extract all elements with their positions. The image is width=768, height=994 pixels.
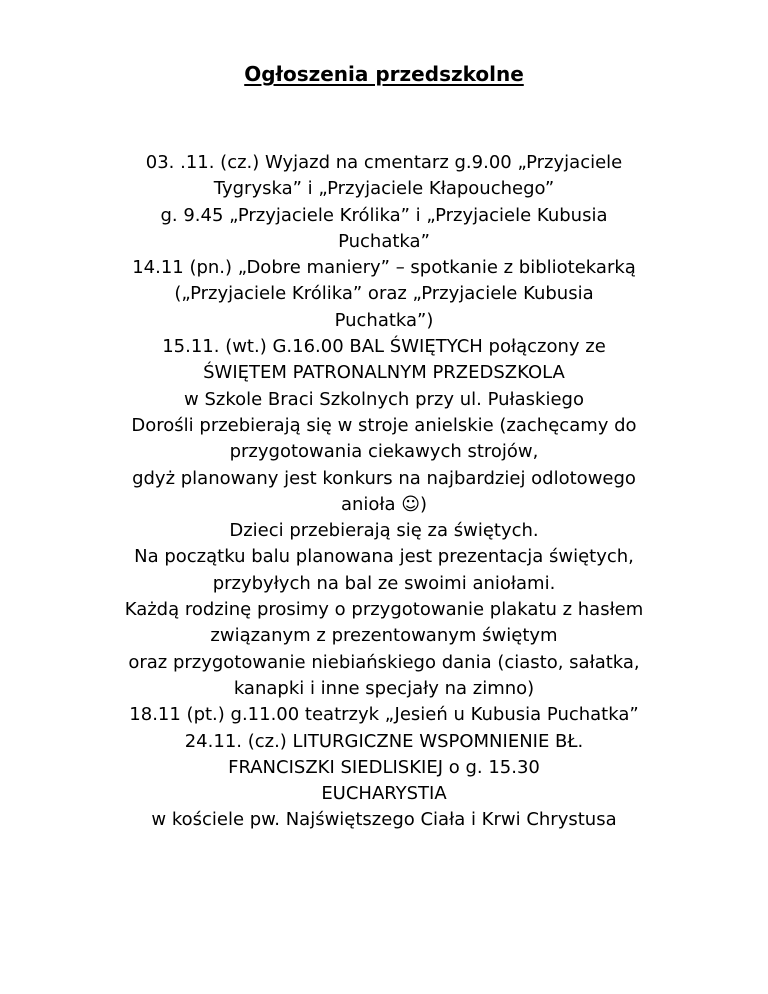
text-line: 18.11 (pt.) g.11.00 teatrzyk „Jesień u Kubusia Puchatka” bbox=[129, 704, 639, 726]
text-line: Tygryska” i „Przyjaciele Kłapouchego” bbox=[213, 178, 555, 200]
text-line: („Przyjaciele Królika” oraz „Przyjaciele Kubusia bbox=[174, 283, 594, 305]
text-line: Dorośli przebierają się w stroje anielskie (zachęcamy do bbox=[131, 414, 637, 436]
text-line: w Szkole Braci Szkolnych przy ul. Pułaskiego bbox=[184, 388, 584, 410]
text-line: przybyłych na bal ze swoimi aniołami. bbox=[212, 572, 556, 594]
text-line: kanapki i inne specjały na zimno) bbox=[233, 677, 535, 699]
text-line: 24.11. (cz.) LITURGICZNE WSPOMNIENIE BŁ. bbox=[184, 730, 584, 752]
text-line: Każdą rodzinę prosimy o przygotowanie plakatu z hasłem bbox=[124, 599, 644, 621]
text-line: 14.11 (pn.) „Dobre maniery” – spotkanie z bibliotekarką bbox=[132, 257, 636, 279]
text-line: EUCHARYSTIA bbox=[321, 783, 447, 805]
text-line: Puchatka” bbox=[338, 230, 430, 252]
text-line: przygotowania ciekawych strojów, bbox=[229, 441, 539, 463]
text-line: g. 9.45 „Przyjaciele Królika” i „Przyjaciele Kubusia bbox=[160, 204, 608, 226]
text-line: gdyż planowany jest konkurs na najbardziej odlotowego bbox=[132, 467, 636, 489]
text-line: Puchatka”) bbox=[334, 309, 434, 331]
page-title: Ogłoszenia przedszkolne bbox=[244, 62, 524, 86]
text-line: związanym z prezentowanym świętym bbox=[210, 625, 558, 647]
text-line: 03. .11. (cz.) Wyjazd na cmentarz g.9.00 „Przyjaciele bbox=[145, 152, 623, 173]
text-line: 15.11. (wt.) G.16.00 BAL ŚWIĘTYCH połączony ze bbox=[162, 336, 606, 358]
text-line: Na początku balu planowana jest prezentacja świętych, bbox=[134, 546, 634, 568]
text-line: anioła ☺) bbox=[340, 493, 428, 515]
announcement-body bbox=[0, 150, 768, 834]
text-line: ŚWIĘTEM PATRONALNYM PRZEDSZKOLA bbox=[203, 362, 565, 384]
text-line: oraz przygotowanie niebiańskiego dania (ciasto, sałatka, bbox=[128, 651, 640, 673]
text-line: w kościele pw. Najświętszego Ciała i Krwi Chrystusa bbox=[151, 809, 617, 831]
text-line: Dzieci przebierają się za świętych. bbox=[229, 520, 539, 542]
text-line: FRANCISZKI SIEDLISKIEJ o g. 15.30 bbox=[228, 756, 540, 778]
